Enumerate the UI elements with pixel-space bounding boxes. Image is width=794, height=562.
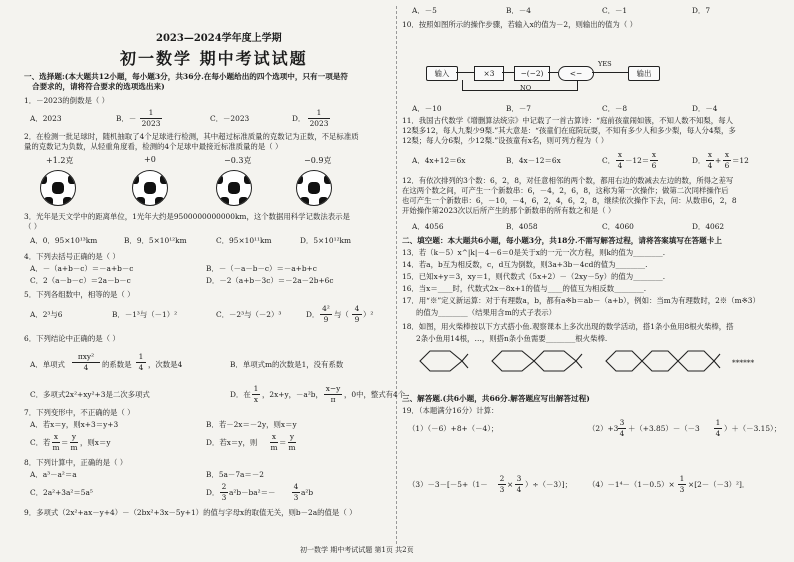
q6-d-frac1-num: 1 xyxy=(253,384,259,393)
flow-times-3: ×3 xyxy=(474,66,504,81)
q7-d-num1: x xyxy=(271,432,277,441)
q8-option-b: B．5a－7a＝－2 xyxy=(206,470,264,479)
q7-option-a: A．若x＝y，则x+3＝y+3 xyxy=(30,420,119,429)
question-18-line1: 18．如图，用火柴棒按以下方式搭小鱼.观察课本上多次出现的数学活动，搭1条小鱼用8根火柴棒，搭 xyxy=(402,322,734,331)
question-2-line2: 量的克数记为负数，从轻重角度看，检测的4个足球中最接近标准质量的是（ ） xyxy=(24,142,283,151)
q8-d-num2: 4 xyxy=(293,482,299,491)
q1-d-frac-den: 2023 xyxy=(309,119,329,128)
q3-option-a: A．0．95×10¹³km xyxy=(30,236,98,245)
question-8: 8．下列计算中，正确的是（ ） xyxy=(24,458,128,467)
q10-option-d: D．－4 xyxy=(692,104,718,113)
q7-d-den1: m xyxy=(270,443,278,452)
q9-option-d: D．7 xyxy=(692,6,711,15)
calc-4-end: ×[2－（－3）²]． xyxy=(688,480,750,489)
q3-option-c: C．95×10¹¹km xyxy=(216,236,272,245)
q5-option-b: B．－1³与（－1）² xyxy=(112,310,178,319)
soccer-ball-icon xyxy=(296,170,332,206)
q4-option-a: A．－（a+b－c）＝－a+b－c xyxy=(30,264,134,273)
question-7: 7．下列变形中，不正确的是（ ） xyxy=(24,408,135,417)
q11-d-plus: + xyxy=(715,156,722,165)
q11-c-num1: x xyxy=(617,150,623,159)
question-12-line2: 在这两个数之间，可产生一个新数串：6，－4，2，6，8，这称为第一次操作；做第二次同样操作后 xyxy=(402,186,729,195)
question-12-line4: 开始操作第2023次以后所产生的那个新数串的所有数之和是（ ） xyxy=(402,206,616,215)
q8-option-d: D． xyxy=(206,488,220,497)
exam-page: 2023—2024学年度上学期 初一数学 期中考试试题 一、选择题:(本大题共12小题，每小题3分，共36分.在每小题给出的四个选项中，只有一项是符 合要求的，请将符合要求的选项选出来) 1．－2023的倒数是（ ） A．2023 B．－ 1 2023 C．－2023 D． 1 2023 2．在检测一批足球时，随机抽取了4个足球进行检测，其中超过标准质量的克数记为正数，不足标准质 量的克数记为负数，从轻重角度看，检测的4个足球中最接近标准质量的是（ ） +1.2克 +0 −0.3克 −0.9克 3．光年是天文学中的距离单位，1光年大约是9500000000000km，这个数据用科学记数法表示是 （ ） A．0．95×10¹³km B．9．5×10¹²km C．95×10¹¹km D．5×10¹²km 4．下列去括号正确的是（ ） A．－（a+b－c）＝－a+b－c B．－（－a－b－c）＝－a+b+c C．2（a－b－c）＝2a－b－c D．－2（a+b－3c）＝－2a－2b+6c 5．下列各组数中，相等的是（ ） A．2³与6 B．－1³与（－1）² C．－2³与（－2）³ D． 4² 9 与（ 4 9 ）² 6．下列结论中正确的是（ ） A．单项式 πxy² 4 的系数是 1 4 ，次数是4 B．单项式m的次数是1，没有系数 C．多项式2x²+xy²+3是二次多项式 D．在 1 x ，2x+y，－a²b， x−y π ，0中，整式有4个 7．下列变形中，不正确的是（ ） A．若x＝y，则x+3＝y+3 B．若－2x＝－2y，则x＝y C．若 x m ＝ y m ，则x＝y D．若x＝y，则 x m ＝ y m 8．下列计算中，正确的是（ ） A．a³－a²＝a B．5a－7a＝－2 C．2a²+3a²＝5a⁵ D． 2 3 a²b－ba²＝－ 4 3 a²b 9．多项式（2x²+ax－y+4）－（2bx²+3x－5y+1）的值与字母x的取值无关，则b－2a的值是（ ） A．－5 B．－4 C．－1 D．7 10．按照如图所示的操作步骤，若输入x的值为－2，则输出的值为（ ） 输入 ×3 −(−2) <− YES 输出 NO A．－10 B．－7 C．－8 D．－4 11．我国古代数学《增删算法统宗》中记载了一首古算诗：“庭前孩童闹如簇，不知人数不知梨，每人 12梨多12，每人九梨少9梨.”其大意是：“孩童们在庭院玩耍，不知有多少人和多少梨，每人分4梨，多 12梨；每人分6梨，少12梨.”设孩童有x名，则可列方程为（ ） A．4x+12＝6x B．4x－12＝6x C． x 4 －12＝ x 6 D． x 4 + x 6 ＝12 12．有依次排列的3个数：6，2，8，对任意相邻的两个数，都用右边的数减去左边的数，所得之差写 在这两个数之间，可产生一个新数串：6，－4，2，6，8，这称为第一次操作；做第二次同样操作后 也可产生一个新数串：6，－10，－4，6，2，4，6，2，8，继续依次操作下去，问：从数串6，2，8 开始操作第2023次以后所产生的那个新数串的所有数之和是（ ） A．4056 B．4058 C．4060 D．4062 二、填空题：本大题共6小题，每小题3分，共18分.不需写解答过程，请将答案填写在答题卡上 13．若（k－5）x^|k|－4－6＝0是关于x的一元一次方程，则k的值为________. 14．若a，b互为相反数，c，d互为倒数，则3a+3b－4cd的值为________. 15．已知x+y＝3，xy＝1，则代数式（5x+2）－（2xy－5y）的值为________. 16．当x＝____时，代数式2x－8x+1的值与____的值互为相反数________. 17．用“※”定义新运算：对于有理数a，b，都有a※b＝ab－（a+b），例如：当m为有理数时，2※（m※3） 的值为________（结果用含m的式子表示） 18．如图，用火柴棒按以下方式搭小鱼.观察课本上多次出现的数学活动，搭1条小鱼用8根火柴棒，搭 2条小鱼用14根，…，则搭n条小鱼需要________根火柴棒. ****** 三、解答题.(共6小题，共66分.解答题应写出解答过程) 19．（本题满分16分）计算： （1）（－6）+8+（－4）； （2）+3 3 4 ＋（+3.85）－（－3 1 4 ）＋（－3.15）； （3）－3－[－5+（1－ 2 3 × 3 4 ）÷（－3）]； （4）－1⁴－（1－0.5）× 1 3 ×[2－（－3）²]． 初一数学 期中考试试题 第1页 共2页 xyxy=(24,6,782,554)
q1-option-c: C．－2023 xyxy=(210,114,250,123)
question-16: 16．当x＝____时，代数式2x－8x+1的值与____的值互为相反数________. xyxy=(402,284,647,293)
flow-minus-neg2: −(−2) xyxy=(514,66,550,81)
q12-option-a: A．4056 xyxy=(412,222,444,231)
question-1: 1．－2023的倒数是（ ） xyxy=(24,96,109,105)
q1-option-b: B．－ xyxy=(116,114,137,123)
page-footer: 初一数学 期中考试试题 第1页 共2页 xyxy=(300,546,414,554)
q7-c-num2: y xyxy=(71,432,77,441)
q6-option-a-mid: 的系数是 xyxy=(102,360,132,369)
question-14: 14．若a，b互为相反数，c，d互为倒数，则3a+3b－4cd的值为________. xyxy=(402,260,648,269)
q1-option-a: A．2023 xyxy=(30,114,62,123)
question-13: 13．若（k－5）x^|k|－4－6＝0是关于x的一元一次方程，则k的值为________. xyxy=(402,248,666,257)
calc-3-start: （3）－3－[－5+（1－ xyxy=(408,480,488,489)
section-1-heading: 一、选择题:(本大题共12小题，每小题3分，共36分.在每小题给出的四个选项中，只有一项是符 xyxy=(24,72,349,81)
q7-option-b: B．若－2x＝－2y，则x＝y xyxy=(206,420,297,429)
calc-2-frac1-num: 3 xyxy=(619,418,625,427)
q4-option-c: C．2（a－b－c）＝2a－b－c xyxy=(30,276,131,285)
exam-year: 2023—2024学年度上学期 xyxy=(156,33,282,44)
q12-option-c: C．4060 xyxy=(602,222,634,231)
section-2-heading: 二、填空题：本大题共6小题，每小题3分，共18分.不需写解答过程，请将答案填写在答题卡上 xyxy=(402,236,722,245)
question-18-line2: 2条小鱼用14根，…，则搭n条小鱼需要________根火柴棒. xyxy=(416,334,608,343)
q6-option-a-start: A．单项式 xyxy=(30,360,65,369)
soccer-ball-icon xyxy=(40,170,76,206)
q11-d-num2: x xyxy=(724,150,730,159)
q7-d-den2: m xyxy=(288,443,296,452)
q1-b-frac-num: 1 xyxy=(148,108,154,117)
question-3-line2: （ ） xyxy=(24,222,42,231)
calc-2-end: ）＋（－3.15）； xyxy=(724,424,782,433)
q6-a-frac-num: πxy² xyxy=(77,352,95,361)
calc-2-frac2-num: 1 xyxy=(715,418,721,427)
calc-3-frac2-den: 4 xyxy=(516,485,522,494)
q5-option-d: D． xyxy=(306,310,320,319)
calc-4-frac-den: 3 xyxy=(679,485,685,494)
flow-no-label: NO xyxy=(520,84,532,92)
q9-option-b: B．－4 xyxy=(506,6,531,15)
q7-d-num2: y xyxy=(289,432,295,441)
q6-option-a-end: ，次数是4 xyxy=(148,360,183,369)
q11-option-b: B．4x－12＝6x xyxy=(506,156,561,165)
q9-option-a: A．－5 xyxy=(412,6,437,15)
question-11-line1: 11．我国古代数学《增删算法统宗》中记载了一首古算诗：“庭前孩童闹如簇，不知人数不知梨，每人 xyxy=(402,116,733,125)
q11-c-mid: －12＝ xyxy=(625,156,650,165)
q8-d-den1: 3 xyxy=(221,493,227,502)
q11-d-den2: 6 xyxy=(724,161,730,170)
q10-option-b: B．－7 xyxy=(506,104,531,113)
column-divider xyxy=(396,6,397,544)
calc-3-end: ）÷（－3）]； xyxy=(525,480,573,489)
q5-d-num1: 4² xyxy=(322,304,330,313)
q1-d-frac-num: 1 xyxy=(316,108,322,117)
calc-3-frac1-den: 3 xyxy=(499,485,505,494)
q11-d-num1: x xyxy=(707,150,713,159)
q6-a-frac2-num: 1 xyxy=(138,352,144,361)
q7-option-c-end: ，则x＝y xyxy=(80,438,111,447)
question-12-line1: 12．有依次排列的3个数：6，2，8，对任意相邻的两个数，都用右边的数减去左边的数，所得之差写 xyxy=(402,176,734,185)
calc-2-frac2-den: 4 xyxy=(715,429,721,438)
q8-d-num1: 2 xyxy=(221,482,227,491)
q6-option-d-mid: ，2x+y，－a²b， xyxy=(262,390,323,399)
flow-output: 输出 xyxy=(628,66,660,81)
calc-2-frac1-den: 4 xyxy=(619,429,625,438)
q6-d-frac2-num: x−y xyxy=(325,384,341,393)
calc-3-frac1-num: 2 xyxy=(499,474,505,483)
question-11-line2: 12梨多12，每人九梨少9梨.”其大意是：“孩童们在庭院玩耍，不知有多少人和多少梨，每人分4梨，多 xyxy=(402,126,736,135)
question-4: 4．下列去括号正确的是（ ） xyxy=(24,252,120,261)
question-17-line1: 17．用“※”定义新运算：对于有理数a，b，都有a※b＝ab－（a+b），例如：当m为有理数时，2※（m※3） xyxy=(402,296,760,305)
question-10: 10．按照如图所示的操作步骤，若输入x的值为－2，则输出的值为（ ） xyxy=(402,20,637,29)
calc-4-frac-num: 1 xyxy=(679,474,685,483)
q12-option-b: B．4058 xyxy=(506,222,538,231)
q8-option-a: A．a³－a²＝a xyxy=(30,470,77,479)
q8-d-den2: 3 xyxy=(293,493,299,502)
q10-option-a: A．－10 xyxy=(412,104,442,113)
q3-option-b: B．9．5×10¹²km xyxy=(124,236,187,245)
q11-d-den1: 4 xyxy=(707,161,713,170)
q5-d-den1: 9 xyxy=(320,314,332,324)
section-1-heading-cont: 合要求的，请将符合要求的选项选出来) xyxy=(32,82,165,91)
q6-a-frac-den: 4 xyxy=(72,362,100,372)
q10-option-c: C．－8 xyxy=(602,104,628,113)
q5-d-num2: 4 xyxy=(354,304,360,313)
q8-d-end: a²b xyxy=(301,488,314,497)
q6-option-b: B．单项式m的次数是1，没有系数 xyxy=(230,360,344,369)
question-9: 9．多项式（2x²+ax－y+4）－（2bx²+3x－5y+1）的值与字母x的取值无关，则b－2a的值是（ ） xyxy=(24,508,357,517)
question-3-line1: 3．光年是天文学中的距离单位，1光年大约是9500000000000km，这个数据用科学记数法表示是 xyxy=(24,212,350,221)
soccer-ball-icon xyxy=(216,170,252,206)
section-3-heading: 三、解答题.(共6小题，共66分.解答题应写出解答过程) xyxy=(402,394,590,403)
q6-option-d-end: ，0中，整式有4个 xyxy=(344,390,406,399)
q7-c-den1: m xyxy=(52,443,60,452)
q7-option-d: D．若x＝y，则 xyxy=(206,438,258,447)
calc-2-mid: ＋（+3.85）－（－3 xyxy=(628,424,700,433)
question-5: 5．下列各组数中，相等的是（ ） xyxy=(24,290,135,299)
q11-c-den2: 6 xyxy=(651,161,657,170)
q6-a-frac2-den: 4 xyxy=(136,362,146,372)
q6-d-frac1-den: x xyxy=(253,395,259,404)
q8-option-c: C．2a²+3a²＝5a⁵ xyxy=(30,488,93,497)
calc-3-frac2-num: 3 xyxy=(516,474,522,483)
question-17-line2: 的值为________（结果用含m的式子表示） xyxy=(416,308,557,317)
soccer-ball-icon xyxy=(132,170,168,206)
ball-label-1: +1.2克 xyxy=(46,156,74,165)
question-6: 6．下列结论中正确的是（ ） xyxy=(24,334,120,343)
exam-title: 初一数学 期中考试试题 xyxy=(120,49,308,68)
calc-2-start: （2）+3 xyxy=(588,424,619,433)
q3-option-d: D．5×10¹²km xyxy=(300,236,352,245)
q9-option-c: C．－1 xyxy=(602,6,628,15)
q5-d-mid: 与（ xyxy=(334,310,349,319)
q6-d-frac2-den: π xyxy=(324,394,342,404)
q5-d-end: ）² xyxy=(363,310,374,319)
q6-option-c: C．多项式2x²+xy²+3是二次多项式 xyxy=(30,390,150,399)
q11-option-a: A．4x+12＝6x xyxy=(412,156,466,165)
question-11-line3: 12梨；每人分6梨，少12梨.”设孩童有x名，则可列方程为（ ） xyxy=(402,136,609,145)
q4-option-d: D．－2（a+b－3c）＝－2a－2b+6c xyxy=(206,276,334,285)
q7-option-c-start: C．若 xyxy=(30,438,51,447)
flow-condition: <− xyxy=(558,66,594,81)
q7-c-num1: x xyxy=(53,432,59,441)
calc-3-times: × xyxy=(507,480,514,489)
calc-4-start: （4）－1⁴－（1－0.5）× xyxy=(588,480,675,489)
fish-continuation-dots: ****** xyxy=(732,358,755,367)
flow-yes-label: YES xyxy=(598,60,612,68)
q12-option-d: D．4062 xyxy=(692,222,725,231)
question-2-line1: 2．在检测一批足球时，随机抽取了4个足球进行检测，其中超过标准质量的克数记为正数，不足标准质 xyxy=(24,132,359,141)
calc-1: （1）（－6）+8+（－4）； xyxy=(408,424,499,433)
question-15: 15．已知x+y＝3，xy＝1，则代数式（5x+2）－（2xy－5y）的值为________. xyxy=(402,272,666,281)
q1-b-frac-den: 2023 xyxy=(141,119,161,128)
q11-c-den1: 4 xyxy=(617,161,623,170)
question-12-line3: 也可产生一个新数串：6，－10，－4，6，2，4，6，2，8，继续依次操作下去，问：从数串6，2，8 xyxy=(402,196,737,205)
q11-d-end: ＝12 xyxy=(732,156,749,165)
q1-option-d: D． xyxy=(292,114,306,123)
q7-c-den2: m xyxy=(70,443,78,452)
q11-option-d: D． xyxy=(692,156,706,165)
q6-option-d-start: D．在 xyxy=(230,390,251,399)
question-19: 19．（本题满分16分）计算： xyxy=(402,406,499,415)
matchstick-fish-figure xyxy=(416,346,766,376)
q11-c-num2: x xyxy=(651,150,657,159)
q5-option-a: A．2³与6 xyxy=(30,310,63,319)
q7-d-eq: ＝ xyxy=(279,438,287,447)
flow-input: 输入 xyxy=(426,66,458,81)
q5-option-c: C．－2³与（－2）³ xyxy=(216,310,282,319)
q4-option-b: B．－（－a－b－c）＝－a+b+c xyxy=(206,264,317,273)
ball-label-3: −0.3克 xyxy=(224,156,252,165)
q8-d-mid: a²b－ba²＝－ xyxy=(229,488,276,497)
ball-label-4: −0.9克 xyxy=(304,156,332,165)
q5-d-den2: 9 xyxy=(352,314,362,324)
ball-label-2: +0 xyxy=(144,155,156,164)
q11-option-c: C． xyxy=(602,156,616,165)
